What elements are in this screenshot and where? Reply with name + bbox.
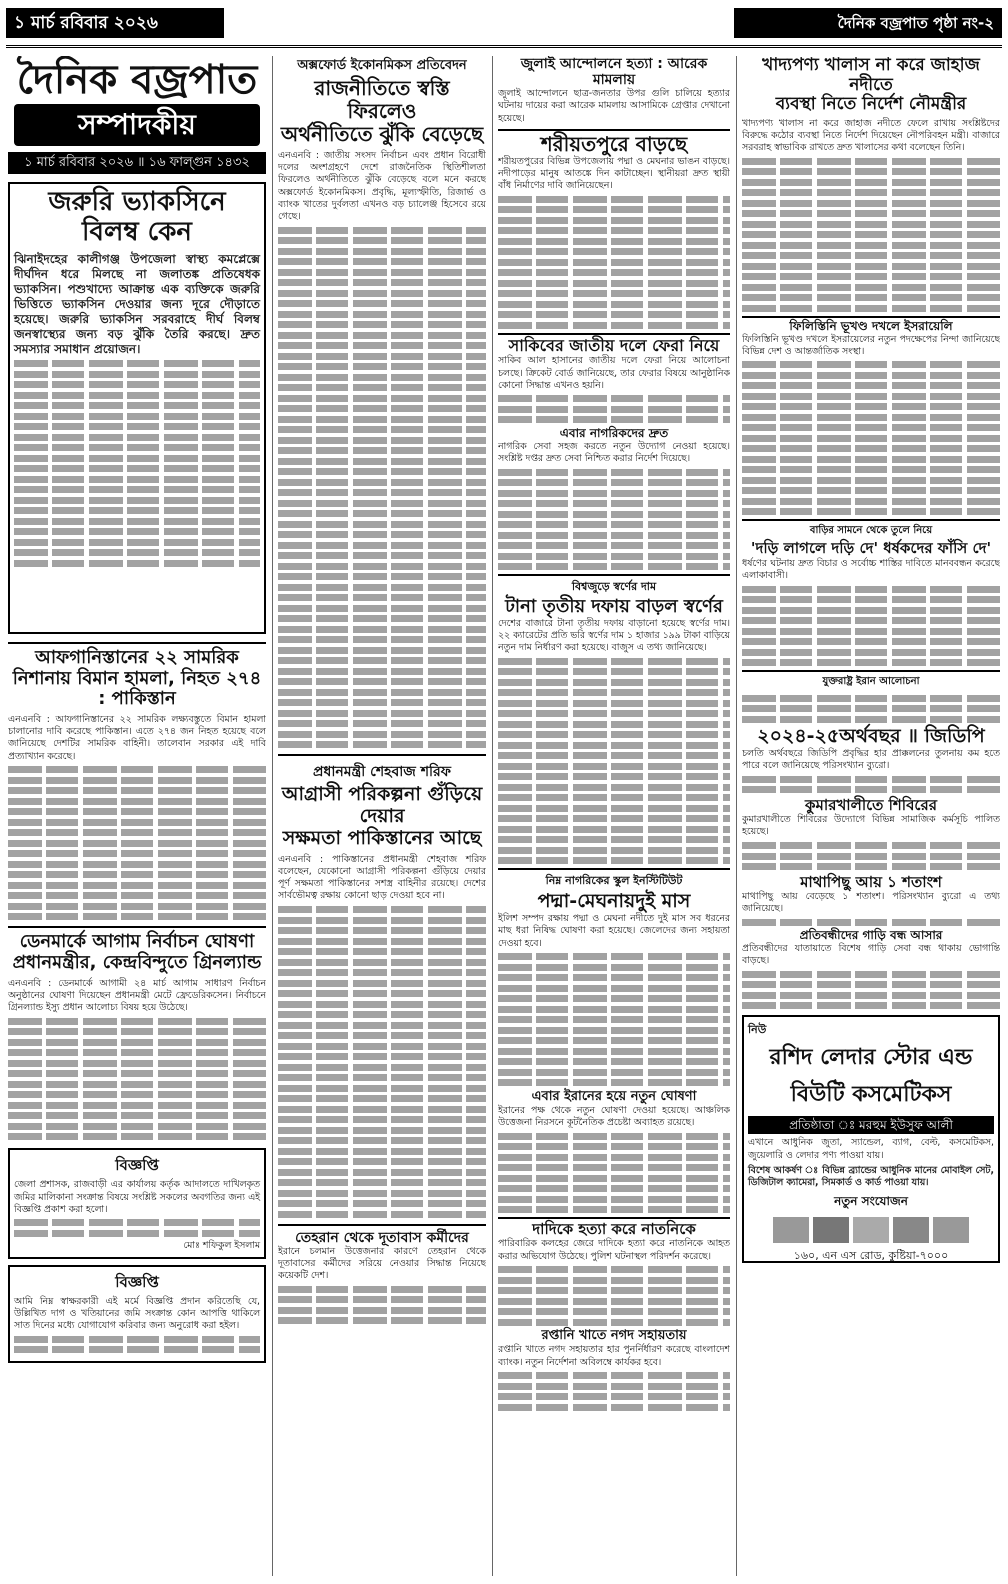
column-3 — [498, 56, 730, 1576]
israel-headline: ফিলিস্তিনি ভূখণ্ড দখলে ইসরায়েলি — [789, 318, 953, 333]
dadi-headline: দাদিকে হত্যা করে নাতনিকে — [532, 1220, 696, 1239]
iran-text: ইরানের পক্ষ থেকে নতুন ঘোষণা দেওয়া হয়েছে। আঞ্চলিক উত্তেজনা নিরসনে কূটনৈতিক প্রচেষ্টা অব্যাহত রয়েছে। — [498, 1104, 730, 1128]
sakib-headline: সাকিবের জাতীয় দলে ফেরা নিয়ে — [508, 335, 720, 355]
column-2 — [278, 56, 486, 1576]
editorial-title-2: বিলম্ব কেন — [82, 216, 192, 247]
budget-text: চলতি অর্থবছরে জিডিপি প্রবৃদ্ধির হার প্রাক্কলনের তুলনায় কম হতে পারে বলে জানিয়েছে পরিসংখ্যান ব্যুরো। — [742, 747, 1000, 772]
bank-text: রপ্তানি খাতে নগদ সহায়তার হার পুনর্নির্ধারণ করেছে বাংলাদেশ ব্যাংক। নতুন নির্দেশনা অবিলম্বে কার্যকর হবে। — [498, 1344, 730, 1368]
july-headline: জুলাই আন্দোলনে হত্যা : আরেক মামলায় — [520, 56, 708, 89]
notice-1-text: জেলা প্রশাসক, রাজবাড়ী এর কার্যালয় কর্তৃক আদালতে দাখিলকৃত জমির মালিকানা সংক্রান্ত বিষয়ে সংশ্লিষ্ট সকলের অবগতির জন্য এই বিজ্ঞপ্তি প্রকাশ করা হলো। — [14, 1179, 260, 1215]
masthead-date: ১ মার্চ রবিবার ২০২৬ ॥ ১৬ ফাল্গুন ১৪৩২ — [8, 152, 266, 174]
capita-headline: মাথাপিছু আয় ১ শতাংশ — [800, 872, 942, 891]
notice-2-text: আমি নিম্ন স্বাক্ষরকারী এই মর্মে বিজ্ঞপ্তি প্রদান করিতেছি যে, উল্লিখিত দাগ ও খতিয়ানের জমি সংক্রান্ত কোন আপত্তি থাকিলে সাত দিনের মধ্যে যোগাযোগ করিবার জন্য অনুরোধ করা হইল। — [14, 1295, 260, 1332]
gold-text: দেশের বাজারে টানা তৃতীয় দফায় বাড়ানো হয়েছে স্বর্ণের দাম। ২২ ক্যারেটের প্রতি ভরি স্বর্ণের দাম ১ হাজার ১৯৯ টাকা বাড়িয়ে নতুন দাম নির্ধারণ করা হয়েছে। বাজুস এ তথ্য জানিয়েছে। — [498, 617, 730, 654]
column-1 — [8, 56, 266, 1576]
column-4 — [742, 56, 1000, 1576]
citizen-headline: এবার নাগরিকদের দ্রুত — [559, 425, 669, 440]
product-image — [773, 1217, 809, 1243]
product-image — [893, 1217, 929, 1243]
ad-description: এখানে আধুনিক জুতা, স্যান্ডেল, ব্যাগ, বেল্ট, কসমেটিকস, জুয়েলারি ও লেদার পণ্য পাওয়া যায়। — [748, 1137, 994, 1161]
tehran-text: ইরানে চলমান উত্তেজনার কারণে তেহরান থেকে দূতাবাসের কর্মীদের সরিয়ে নেওয়ার সিদ্ধান্ত নিয়েছে কয়েকটি দেশ। — [278, 1245, 486, 1282]
ad-name-2: বিউটি কসমেটিকস — [790, 1082, 952, 1108]
shariatpur-text: শরীয়তপুরের বিভিন্ন উপজেলায় পদ্মা ও মেঘনার ভাঙন বাড়ছে। নদীপাড়ের মানুষ আতঙ্কে দিন কাটাচ্ছেন। স্থানীয়রা দ্রুত স্থায়ী বাঁধ নির্মাণের দাবি জানিয়েছেন। — [498, 155, 730, 192]
camp-text: কুমারখালীতে শিবিরের উদ্যোগে বিভিন্ন সামাজিক কর্মসূচি পালিত হয়েছে। — [742, 814, 1000, 838]
rape-headline: 'দড়ি লাগলে দড়ি দে' ধর্ষকদের ফাঁসি দে' — [750, 539, 992, 558]
product-image — [933, 1217, 969, 1243]
shehbaz-kicker: প্রধানমন্ত্রী শেহবাজ শরিফ — [313, 764, 451, 781]
denmark-text: এনএনবি : ডেনমার্কে আগামী ২৪ মার্চ আগাম সাধারণ নির্বাচন অনুষ্ঠানের ঘোষণা দিয়েছেন প্রধানমন্ত্রী মেটে ফ্রেডেরিকসেন। নির্বাচনে গ্রিনল্যান্ড ইস্যু প্রধান আলোচ্য বিষয় হয়ে উঠেছে। — [8, 977, 266, 1014]
israel-text: ফিলিস্তিনি ভূখণ্ড দখলে ইসরায়েলের নতুন পদক্ষেপের নিন্দা জানিয়েছে বিভিন্ন দেশ ও আন্তর্জাতিক সংস্থা। — [742, 333, 1000, 357]
gold-headline: টানা তৃতীয় দফায় বাড়ল স্বর্ণের — [505, 596, 723, 618]
budget-headline: ২০২৪-২৫অর্থবছর ॥ জিডিপি — [757, 725, 985, 748]
ad-new-label: নতুন সংযোজন — [834, 1194, 908, 1209]
shehbaz-title-1: আগ্রাসী পরিকল্পনা গুঁড়িয়ে দেয়ার — [281, 783, 483, 828]
masthead-title: দৈনিক বজ্রপাত — [16, 57, 258, 103]
oxford-title-2: অর্থনীতিতে ঝুঁকি বেড়েছে — [280, 122, 484, 146]
tehran-headline: তেহরান থেকে দূতাবাস কর্মীদের — [295, 1229, 469, 1246]
ad-founder: প্রতিষ্ঠাতা ঃ মরহুম ইউসুফ আলী — [748, 1116, 994, 1134]
product-image — [853, 1217, 889, 1243]
padma-kicker: নিম্ন নাগরিকের স্কুল ইনস্টিটিউট — [545, 874, 683, 888]
oxford-title-1: রাজনীতিতে স্বস্তি ফিরলেও — [314, 76, 450, 123]
notice-box-1 — [8, 1148, 266, 1258]
dadi-text: পারিবারিক কলহের জেরে দাদিকে হত্যা করে নাতনিকে আহত করার অভিযোগ উঠেছে। পুলিশ ঘটনাস্থল পরিদর্শন করেছে। — [498, 1238, 730, 1262]
afghan-text: এনএনবি : আফগানিস্তানের ২২ সামরিক লক্ষ্যবস্তুতে বিমান হামলা চালানোর দাবি করেছে পাকিস্তান। এতে ২৭৪ জন নিহত হয়েছে বলে জানিয়েছে দেশটির সামরিক বাহিনী। তালেবান সরকার এই দাবি প্রত্যাখ্যান করেছে। — [8, 714, 266, 762]
gold-kicker: বিশ্বজুড়ে স্বর্ণের দাম — [571, 580, 657, 594]
food-title-2: ব্যবস্থা নিতে নির্দেশ নৌমন্ত্রীর — [775, 94, 967, 115]
padma-text: ইলিশ সম্পদ রক্ষায় পদ্মা ও মেঘনা নদীতে দুই মাস সব ধরনের মাছ ধরা নিষিদ্ধ ঘোষণা করা হয়েছে। জেলেদের জন্য সহায়তা দেওয়া হবে। — [498, 913, 730, 949]
editorial-box — [8, 182, 266, 634]
food-text: খাদ্যপণ্য খালাস না করে জাহাজ নদীতে ফেলে রাখায় সংশ্লিষ্টদের বিরুদ্ধে কঠোর ব্যবস্থা নিতে নির্দেশ দিয়েছেন নৌপরিবহন মন্ত্রী। বাজারে সরবরাহ স্বাভাবিক রাখতে দ্রুত খালাসের কথা বলেছেন তিনি। — [742, 117, 1000, 154]
ad-kicker: নিউ — [748, 1023, 767, 1037]
villa-text: প্রতিবন্ধীদের যাতায়াতে বিশেষ গাড়ি সেবা বন্ধ থাকায় ভোগান্তি বাড়ছে। — [742, 942, 1000, 967]
editorial-text: ঝিনাইদহের কালীগঞ্জ উপজেলা স্বাস্থ্য কমপ্লেক্সে দীর্ঘদিন ধরে মিলছে না জলাতঙ্ক প্রতিষেধক ভ্যাকসিন। পশুখাদ্যে আক্রান্ত এক ব্যক্তিকে জরুরি ভিত্তিতে ভ্যাকসিন দেওয়ার জন্য দূরে দৌড়াতে হয়েছে। জরুরি ভ্যাকসিন সরবরাহে দীর্ঘ বিলম্ব জনস্বাস্থ্যের জন্য বড় ঝুঁকি তৈরি করছে। দ্রুত সমস্যার সমাধান প্রয়োজন। — [14, 251, 260, 356]
shariatpur-headline: শরীয়তপুরে বাড়ছে — [540, 131, 688, 156]
product-image — [813, 1217, 849, 1243]
header-page-label: দৈনিক বজ্রপাত পৃষ্ঠা নং-২ — [734, 8, 1002, 38]
food-title-1: খাদ্যপণ্য খালাস না করে জাহাজ নদীতে — [762, 56, 980, 95]
capita-text: মাথাপিছু আয় বেড়েছে ১ শতাংশ। পরিসংখ্যান ব্যুরো এ তথ্য জানিয়েছে। — [742, 890, 1000, 914]
bank-headline: রপ্তানি খাতে নগদ সহায়তায় — [541, 1328, 687, 1344]
advertisement-box — [742, 1015, 1000, 1263]
camp-headline: কুমারখালীতে শিবিরের — [805, 795, 937, 814]
editorial-title-1: জরুরি ভ্যাকসিনে — [48, 187, 226, 217]
july-text: জুলাই আন্দোলনে ছাত্র-জনতার উপর গুলি চালিয়ে হত্যার ঘটনায় দায়ের করা আরেক মামলায় আসামিকে গ্রেপ্তার দেখানো হয়েছে। — [498, 88, 730, 124]
denmark-headline: ডেনমার্কে আগাম নির্বাচন ঘোষণা প্রধানমন্ত্রীর, কেন্দ্রবিন্দুতে গ্রিনল্যান্ড — [12, 931, 262, 974]
ad-offer: বিশেষ আকর্ষণ ঃ বিভিন্ন ব্র্যান্ডের আধুনিক মানের মোবাইল সেট, ডিজিটাল ক্যামেরা, সিমকার্ড ও কার্ড পাওয়া যায়। — [748, 1164, 994, 1188]
sakib-text: সাকিব আল হাসানের জাতীয় দলে ফেরা নিয়ে আলোচনা চলছে। ক্রিকেট বোর্ড জানিয়েছে, তার ফেরার বিষয়ে আনুষ্ঠানিক কোনো সিদ্ধান্ত এখনও হয়নি। — [498, 355, 730, 391]
rape-text: ধর্ষণের ঘটনায় দ্রুত বিচার ও সর্বোচ্চ শাস্তির দাবিতে মানববন্ধন করেছে এলাকাবাসী। — [742, 557, 1000, 581]
column-rule — [272, 56, 273, 1576]
header-date: ১ মার্চ রবিবার ২০২৬ — [6, 8, 224, 38]
editorial-section-label: সম্পাদকীয় — [14, 104, 260, 146]
ad-name-1: রশিদ লেদার স্টোর এন্ড — [769, 1045, 973, 1071]
shehbaz-title-2: সক্ষমতা পাকিস্তানের আছে — [282, 826, 482, 849]
citizen-text: নাগরিক সেবা সহজ করতে নতুন উদ্যোগ নেওয়া হয়েছে। সংশ্লিষ্ট দপ্তর দ্রুত সেবা নিশ্চিত করার নির্দেশ দিয়েছে। — [498, 440, 730, 464]
notice-box-2 — [8, 1265, 266, 1363]
villa-headline: প্রতিবন্ধীদের গাড়ি বন্ধ আসার — [799, 928, 943, 943]
ad-products — [748, 1217, 994, 1243]
oxford-text: এনএনবি : জাতীয় সংসদ নির্বাচন এবং প্রধান বিরোধী দলের অংশগ্রহণে দেশে রাজনৈতিক স্থিতিশীলতা ফিরলেও অর্থনীতিতে ঝুঁকি বেড়েছে বলে মনে করছে অক্সফোর্ড ইকোনমিকস। প্রবৃদ্ধি, মূল্যস্ফীতি, রিজার্ভ ও ব্যাংক খাতের দুর্বলতা এখনও বড় চ্যালেঞ্জ হিসেবে রয়ে গেছে। — [278, 150, 486, 223]
iran-headline: এবার ইরানের হয়ে নতুন ঘোষণা — [531, 1088, 697, 1104]
column-rule — [492, 56, 493, 1576]
shehbaz-text: এনএনবি : পাকিস্তানের প্রধানমন্ত্রী শেহবাজ শরিফ বলেছেন, যেকোনো আগ্রাসী পরিকল্পনা গুঁড়িয়ে দেয়ার পূর্ণ সক্ষমতা পাকিস্তানের সশস্ত্র বাহিনীর রয়েছে। দেশের সার্বভৌমত্ব রক্ষায় কোনো ছাড় দেওয়া হবে না। — [278, 853, 486, 902]
padma-headline: পদ্মা-মেঘনায়দুই মাস — [537, 890, 691, 913]
budget-kicker: যুক্তরাষ্ট্র ইরান আলোচনা — [822, 676, 920, 688]
notice-1-sign: মোঃ শফিকুল ইসলাম — [183, 1240, 260, 1252]
oxford-kicker: অক্সফোর্ড ইকোনমিকস প্রতিবেদন — [297, 58, 467, 73]
notice-1-title: বিজ্ঞপ্তি — [115, 1156, 159, 1175]
notice-2-title: বিজ্ঞপ্তি — [115, 1272, 159, 1291]
page-header — [6, 4, 1002, 48]
rape-kicker: বাড়ির সামনে থেকে তুলে নিয়ে — [809, 525, 933, 537]
ad-address: ১৬০, এন এস রোড, কুষ্টিয়া-৭০০০ — [793, 1249, 949, 1263]
column-rule — [736, 56, 737, 1576]
afghan-headline: আফগানিস্তানের ২২ সামরিক নিশানায় বিমান হামলা, নিহত ২৭৪ : পাকিস্তান — [12, 647, 262, 710]
